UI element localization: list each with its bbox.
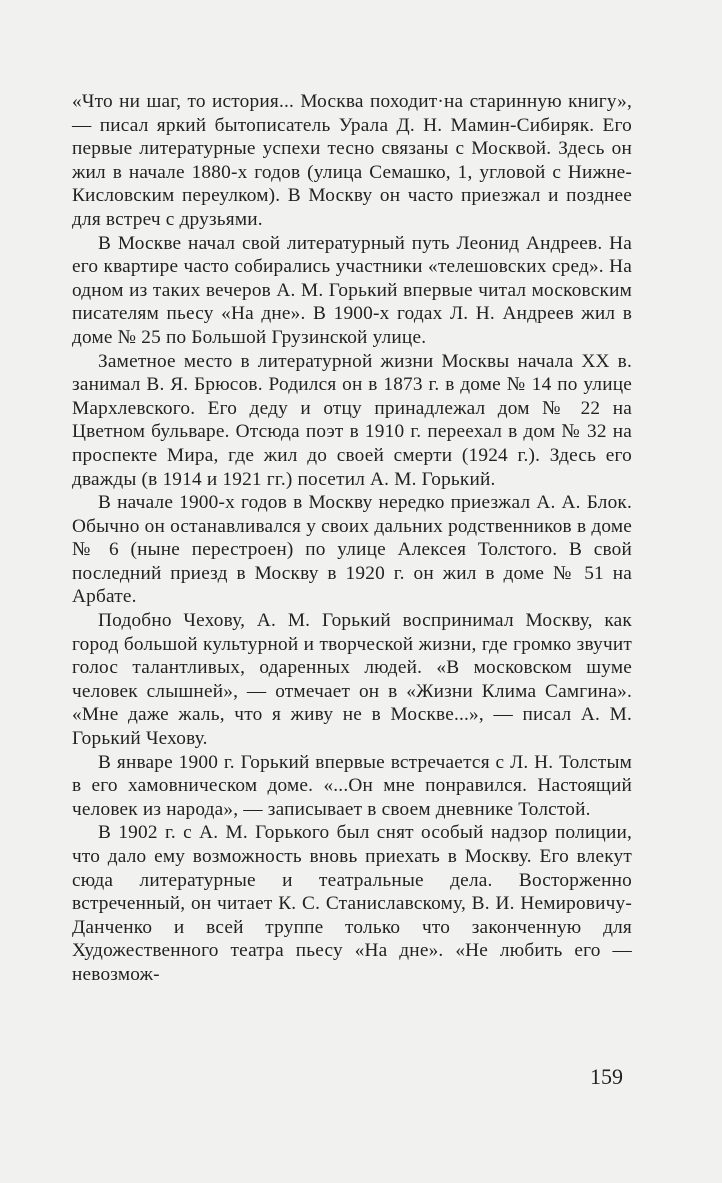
- page-text: [72, 90, 632, 987]
- paragraph-5: Подобно Чехову, А. М. Горький воспринимал Москву, как город большой культурной и творческой жизни, где громко звучит голос талантливых, одаренных людей. «В московском шуме человек слышней», — отмечает он в «Жизни Клима Самгина». «Мне даже жаль, что я живу не в Москве...», — писал А. М. Горький Чехову.: [72, 610, 632, 750]
- paragraph-3: Заметное место в литературной жизни Москвы начала XX в. занимал В. Я. Брюсов. Родился он в 1873 г. в доме № 14 по улице Мархлевского. Его деду и отцу принадлежал дом № 22 на Цветном бульваре. Отсюда поэт в 1910 г. переехал в дом № 32 на проспекте Мира, где жил до своей смерти (1924 г.). Здесь его дважды (в 1914 и 1921 гг.) посетил А. М. Горький.: [72, 350, 632, 490]
- page-number: 159: [590, 1064, 623, 1089]
- paragraph-2: В Москве начал свой литературный путь Леонид Андреев. На его квартире часто собирались участники «телешовских сред». На одном из таких вечеров А. М. Горький впервые читал московским писателям пьесу «На дне». В 1900-х годах Л. Н. Андреев жил в доме № 25 по Большой Грузинской улице.: [72, 232, 632, 348]
- paragraph-4: В начале 1900-х годов в Москву нередко приезжал А. А. Блок. Обычно он останавливался у своих дальних родственников в доме № 6 (ныне перестроен) по улице Алексея Толстого. В свой последний приезд в Москву в 1920 г. он жил в доме № 51 на Арбате.: [72, 492, 632, 608]
- paragraph-6: В январе 1900 г. Горький впервые встречается с Л. Н. Толстым в его хамовническом доме. «...Он мне понравился. Настоящий человек из народа», — записывает в своем дневнике Толстой.: [72, 751, 632, 820]
- paragraph-7: В 1902 г. с А. М. Горького был снят особый надзор полиции, что дало ему возможность вновь приехать в Москву. Его влекут сюда литературные и театральные дела. Восторженно встреченный, он читает К. С. Станиславскому, В. И. Немировичу-Данченко и всей труппе только что законченную для Художественного театра пьесу «На дне». «Не любить его — невозмож-: [72, 822, 632, 985]
- paragraph-1: «Что ни шаг, то история... Москва походит·на старинную книгу», — писал яркий бытописатель Урала Д. Н. Мамин-Сибиряк. Его первые литературные успехи тесно связаны с Москвой. Здесь он жил в начале 1880-х годов (улица Семашко, 1, угловой с Нижне-Кисловским переулком). В Москву он часто приезжал и позднее для встреч с друзьями.: [72, 91, 632, 230]
